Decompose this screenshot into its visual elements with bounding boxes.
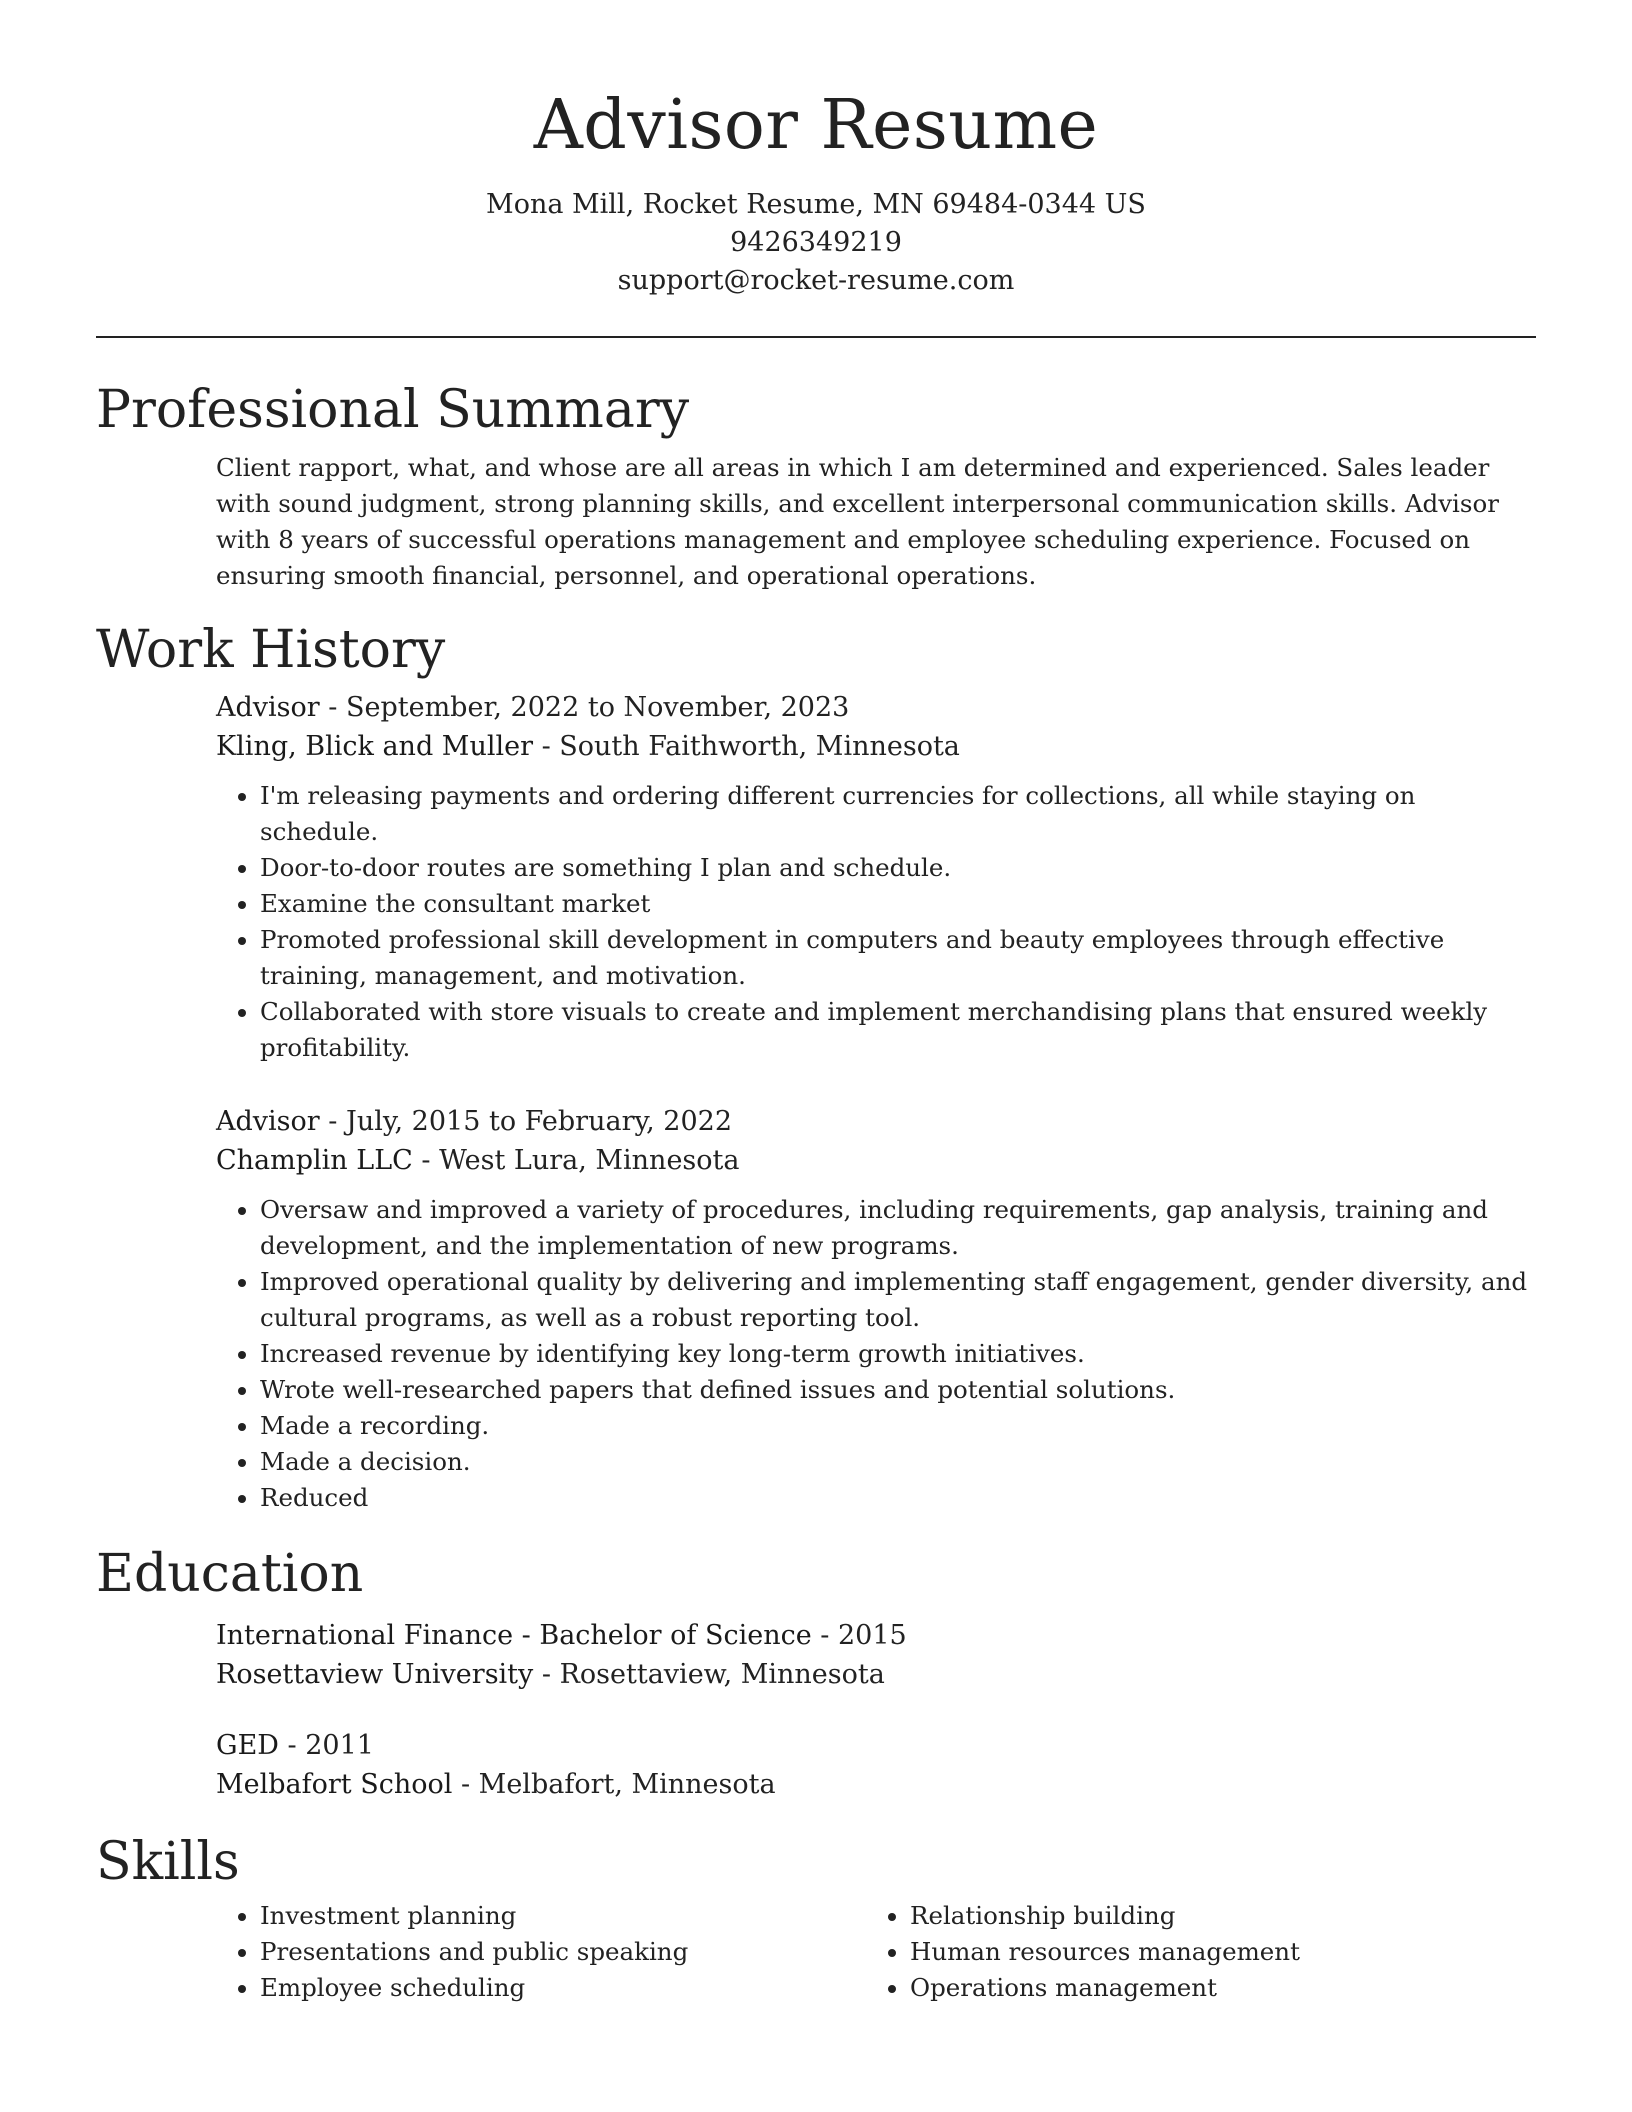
job-location: - West Lura, Minnesota [412,1145,740,1176]
education-school-line [216,1765,1536,1804]
skills-section [96,1830,1536,2006]
job-bullets [216,1192,1536,1516]
education-location: - Melbafort, Minnesota [452,1769,776,1800]
skill-item: • Presentations and public speaking [260,1934,866,1970]
job-location: - South Faithworth, Minnesota [533,731,960,762]
education-year: - 2011 [278,1730,374,1761]
job-bullet: • Increased revenue by identifying key long-term growth initiatives. [260,1336,1536,1372]
job-company-line [216,1141,1536,1180]
job-dates: - September, 2022 to November, 2023 [319,692,850,723]
contact-address: Mona Mill, Rocket Resume, MN 69484-0344 US [486,189,1146,220]
job-company: Champlin LLC [216,1145,413,1176]
skill-item: • Human resources management [910,1934,1516,1970]
education-location: - Rosettaview, Minnesota [533,1659,885,1690]
header-divider [96,336,1536,338]
job-bullet: • Made a decision. [260,1444,1536,1480]
education-degree-line [216,1726,1536,1765]
job-title: Advisor [216,1106,320,1137]
job-title-line [216,1102,1536,1141]
contact-block [96,186,1536,300]
job-company-line [216,727,1536,766]
skill-item: • Relationship building [910,1898,1516,1934]
education-school-line [216,1655,1536,1694]
job-entry [216,1102,1536,1516]
job-bullet: • Collaborated with store visuals to create and implement merchandising plans that ensured weekly profitability. [260,994,1536,1066]
skill-item: • Operations management [910,1970,1516,2006]
education-heading: Education [96,1544,364,1604]
job-bullet: • Door-to-door routes are something I plan and schedule. [260,850,1536,886]
job-bullet: • Made a recording. [260,1408,1536,1444]
skill-item: • Investment planning [260,1898,866,1934]
skills-grid [216,1898,1536,2006]
job-bullet: • Wrote well-researched papers that defined issues and potential solutions. [260,1372,1536,1408]
resume-header [96,0,1536,300]
job-dates: - July, 2015 to February, 2022 [319,1106,733,1137]
skills-column-left [216,1898,866,2006]
contact-email: support@rocket-resume.com [617,265,1015,296]
job-bullet: • Improved operational quality by delivering and implementing staff engagement, gender diversity, and cultural programs, as well as a robust reporting tool. [260,1264,1536,1336]
job-bullet: • I'm releasing payments and ordering different currencies for collections, all while staying on schedule. [260,778,1536,850]
job-bullet: • Promoted professional skill development in computers and beauty employees through effective training, management, and motivation. [260,922,1536,994]
summary-text: Client rapport, what, and whose are all areas in which I am determined and experienced. Sales leader with sound judgment, strong planning skills, and excellent interpersonal communication skills. Advisor with 8 years of successful operations management and employee scheduling experience. Focused on ensuring smooth financial, personnel, and operational operations. [216,453,1499,590]
job-title: Advisor [216,692,320,723]
skill-item: • Employee scheduling [260,1970,866,2006]
work-history-heading: Work History [96,620,446,680]
education-entry [216,1726,1536,1804]
job-company: Kling, Blick and Muller [216,731,533,762]
work-history-section [96,618,1536,1516]
education-entry [216,1616,1536,1694]
job-bullets [216,778,1536,1066]
job-bullet: • Reduced [260,1480,1536,1516]
contact-phone: 9426349219 [730,227,902,258]
job-entry [216,688,1536,1066]
education-degree: International Finance - Bachelor of Science [216,1620,812,1651]
resume-title: Advisor Resume [533,86,1099,165]
education-degree-line [216,1616,1536,1655]
education-degree: GED [216,1730,279,1761]
job-title-line [216,688,1536,727]
skills-list [216,1898,866,2006]
education-section [96,1542,1536,1804]
education-year: - 2015 [811,1620,907,1651]
job-bullet: • Oversaw and improved a variety of procedures, including requirements, gap analysis, training and development, and the implementation of new programs. [260,1192,1536,1264]
summary-heading: Professional Summary [96,380,690,440]
job-bullet: • Examine the consultant market [260,886,1536,922]
skills-column-right [866,1898,1516,2006]
summary-section [96,378,1536,594]
education-school: Melbafort School [216,1769,453,1800]
skills-list [866,1898,1516,2006]
education-school: Rosettaview University [216,1659,534,1690]
skills-heading: Skills [96,1832,240,1892]
